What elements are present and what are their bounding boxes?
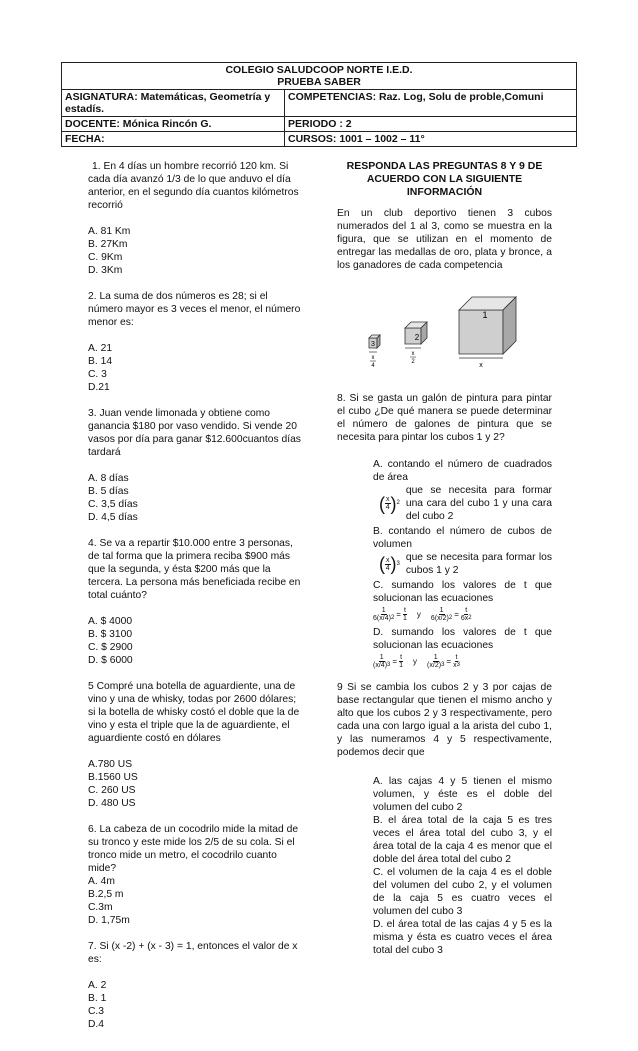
option-a-expression-line	[373, 484, 552, 523]
dim-1-label: x	[479, 362, 483, 369]
question-7	[88, 940, 303, 1031]
option: B. 27Km	[88, 239, 128, 250]
option: C. 3	[88, 369, 107, 380]
question-7-options	[88, 979, 303, 1031]
option-b-part2: que se necesita para formar los cubos 1 y 2	[405, 552, 552, 576]
header-table	[61, 62, 577, 147]
option-b-expression-line	[373, 551, 552, 577]
question-3-options	[88, 472, 303, 524]
question-2-text: 2. La suma de dos números es 28; si el número mayor es 3 veces el menor, el número menor es:	[88, 291, 301, 328]
question-4-text: 4. Se va a repartir $10.000 entre 3 personas, de tal forma que la primera reciba $900 más que la segunda, y ésta $200 más que la tercera. La persona más beneficiada recibe en total cuánto?	[88, 538, 301, 601]
option: B.1560 US	[88, 772, 138, 783]
question-3-text: 3. Juan vende limonada y obtiene como ganancia $180 por vaso vendido. Si vende 20 vasos por día para ganar $12.600cuantos días tardará	[88, 408, 301, 458]
question-9-option-d: D. el área total de las cajas 4 y 5 es la misma y ésta es cuatro veces el área total del cubo 3	[373, 919, 552, 956]
option: D. 1,75m	[88, 915, 130, 926]
eq-d-2-lhs: $\frac{1}{(x/2)3}$	[427, 654, 445, 669]
cube-1-front	[459, 310, 503, 354]
option: A. 21	[88, 343, 113, 354]
area-expression: ( $\frac{x}{4}$ ) 2	[379, 493, 400, 514]
cube-1-label: 1	[482, 310, 488, 320]
option: B. 14	[88, 356, 113, 367]
option: D. $ 6000	[88, 655, 133, 666]
option-b-part1: B. contando el número de cubos de volumen	[373, 526, 552, 550]
conjunction-y: y	[413, 657, 418, 666]
dim-3-num: x	[371, 355, 375, 361]
eq-c-2-rhs: $\frac{t}{6x2}$	[460, 607, 472, 622]
question-4	[88, 537, 303, 667]
question-9-option-b: B. el área total de la caja 5 es tres veces el área total del cubo 3, y el área total de la caja 4 es menor que el doble del área total del cubo 2	[373, 815, 552, 865]
question-6	[88, 823, 303, 927]
option: C. 260 US	[88, 785, 136, 796]
option: C.3	[88, 1006, 105, 1017]
period-cell: PERIODO : 2	[285, 117, 577, 132]
question-3	[88, 407, 303, 524]
question-2-options	[88, 342, 303, 394]
question-6-options	[88, 875, 303, 927]
option: A.780 US	[88, 759, 133, 770]
option: D.4	[88, 1019, 105, 1030]
option: B.2,5 m	[88, 889, 124, 900]
eq-c-2-lhs: $\frac{1}{6(x/2)2}$	[430, 607, 453, 622]
option-a-part1: A. contando el número de cuadrados de área	[373, 459, 552, 483]
eq-d-2-rhs: $\frac{t}{x3}$	[453, 654, 460, 669]
question-9-options	[373, 775, 552, 957]
question-8-option-a	[373, 458, 552, 523]
teacher-cell: DOCENTE: Mónica Rincón G.	[62, 117, 285, 132]
question-2	[88, 290, 303, 394]
option: A. 81 Km	[88, 226, 131, 237]
question-1	[88, 160, 303, 277]
subject-cell: ASIGNATURA: Matemáticas, Geometría y estadís.	[62, 90, 285, 117]
question-9-option-c: C. el volumen de la caja 4 es el doble del volumen del cubo 2, y el volumen de la caja 5 es cuatro veces el volumen del cubo 3	[373, 867, 552, 917]
dim-3-den: 4	[371, 363, 375, 369]
option-c-text: C. sumando los valores de t que solucionan las ecuaciones	[373, 580, 552, 604]
option: A. $ 4000	[88, 616, 133, 627]
dim-2-den: 2	[411, 359, 415, 365]
option: A. 2	[88, 980, 107, 991]
option: D. 3Km	[88, 265, 123, 276]
option-d-equations: $\frac{1}{(x/4)3}$ = $\frac{t}{1}$ y $\frac{1}{(x/2)3}$ = $\frac{t}{x3}$	[373, 654, 460, 669]
question-5	[88, 680, 303, 810]
question-8-option-b	[373, 525, 552, 577]
eq-d-1-lhs: $\frac{1}{(x/4)3}$	[373, 654, 391, 669]
school-name: COLEGIO SALUDCOOP NORTE I.E.D.	[225, 64, 413, 76]
eq-c-1-lhs: $\frac{1}{6(x/4)2}$	[373, 607, 395, 622]
option: D.21	[88, 382, 110, 393]
question-4-options	[88, 615, 303, 667]
option: D. 480 US	[88, 798, 136, 809]
intro-paragraph: En un club deportivo tienen 3 cubos numerados del 1 al 3, como se muestra en la figura, que se utilizan en el momento de entregar las medallas de oro, plata y bronce, a los ganadores de cada competencia	[337, 208, 552, 271]
question-5-options	[88, 758, 303, 810]
question-6-text: 6. La cabeza de un cocodrilo mide la mitad de su tronco y este mide los 2/5 de su cola. Si el tronco mide un metro, el cocodrilo cuanto mide?	[88, 824, 299, 874]
question-5-text: 5 Compré una botella de aguardiente, una de vino y una de whisky, todas por 2600 dólares; si la botella de whisky costó el doble que la de vino y esta el triple que la de aguardiente, el aguardiente costó en dólares	[88, 681, 300, 744]
option: B. $ 3100	[88, 629, 133, 640]
question-9-text: 9 Si se cambia los cubos 2 y 3 por cajas de base rectangular que tienen el mismo ancho y alto que los cubos 2 y 3 respectivamente, pero cada una con largo igual a la arista del cubo 1, y las numeramos 4 y 5 respectivamente, podemos decir que	[337, 682, 552, 758]
option: D. 4,5 días	[88, 512, 138, 523]
option: C. 3,5 días	[88, 499, 138, 510]
volume-expression: ( $\frac{x}{4}$ ) 3	[379, 554, 400, 574]
competencies-cell: COMPETENCIAS: Raz. Log, Solu de proble,Comuni	[285, 90, 577, 117]
question-8-option-c	[373, 579, 552, 622]
cube-1	[459, 297, 516, 354]
option: C. 9Km	[88, 252, 123, 263]
option-a-line	[373, 458, 552, 484]
courses-cell: CURSOS: 1001 – 1002 – 11°	[285, 132, 577, 147]
option-a-part2: que se necesita para formar una cara del cubo 1 y una cara del cubo 2	[405, 485, 552, 522]
question-9-option-a: A. las cajas 4 y 5 tienen el mismo volumen, y éste es el doble del volumen del cubo 2	[373, 776, 552, 813]
dim-2-num: x	[411, 351, 415, 357]
question-7-text: 7. Si (x -2) + (x - 3) = 1, entonces el valor de x es:	[88, 941, 298, 965]
right-column	[337, 160, 552, 957]
header-title-cell	[62, 63, 577, 90]
option-c-equations: $\frac{1}{6(x/4)2}$ = $\frac{t}{1}$ y $\frac{1}{6(x/2)2}$ = $\frac{t}{6x2}$	[373, 607, 472, 622]
question-8-option-d	[373, 626, 552, 669]
left-column	[88, 160, 303, 1044]
option-d-text: D. sumando los valores de t que solucionan las ecuaciones	[373, 627, 552, 651]
question-1-text: 1. En 4 días un hombre recorrió 120 km. Si cada día avanzó 1/3 de lo que anduvo el día anterior, en el segundo día cuantos kilómetros recorrió	[88, 161, 299, 211]
eq-d-1-rhs: $\frac{t}{1}$	[399, 654, 403, 669]
conjunction-y: y	[416, 610, 421, 619]
cube-2-label: 2	[414, 333, 420, 342]
section-heading: RESPONDA LAS PREGUNTAS 8 Y 9 DE ACUERDO CON LA SIGUIENTE INFORMACIÓN	[346, 160, 543, 198]
test-name: PRUEBA SABER	[277, 76, 361, 88]
question-1-options	[88, 225, 303, 277]
question-8-text: 8. Si se gasta un galón de pintura para pintar el cubo ¿De qué manera se puede determinar el número de galones de pintura que se necesita para pintar los cubos 1 y 2?	[337, 393, 552, 443]
date-cell: FECHA:	[62, 132, 285, 147]
option: A. 4m	[88, 876, 115, 887]
option: C.3m	[88, 902, 113, 913]
cube-3-label: 3	[371, 341, 375, 348]
option: A. 8 días	[88, 473, 129, 484]
option: C. $ 2900	[88, 642, 133, 653]
option: B. 1	[88, 993, 107, 1004]
eq-c-1-rhs: $\frac{t}{1}$	[402, 607, 407, 622]
cubes-figure	[337, 278, 552, 388]
option: B. 5 días	[88, 486, 129, 497]
